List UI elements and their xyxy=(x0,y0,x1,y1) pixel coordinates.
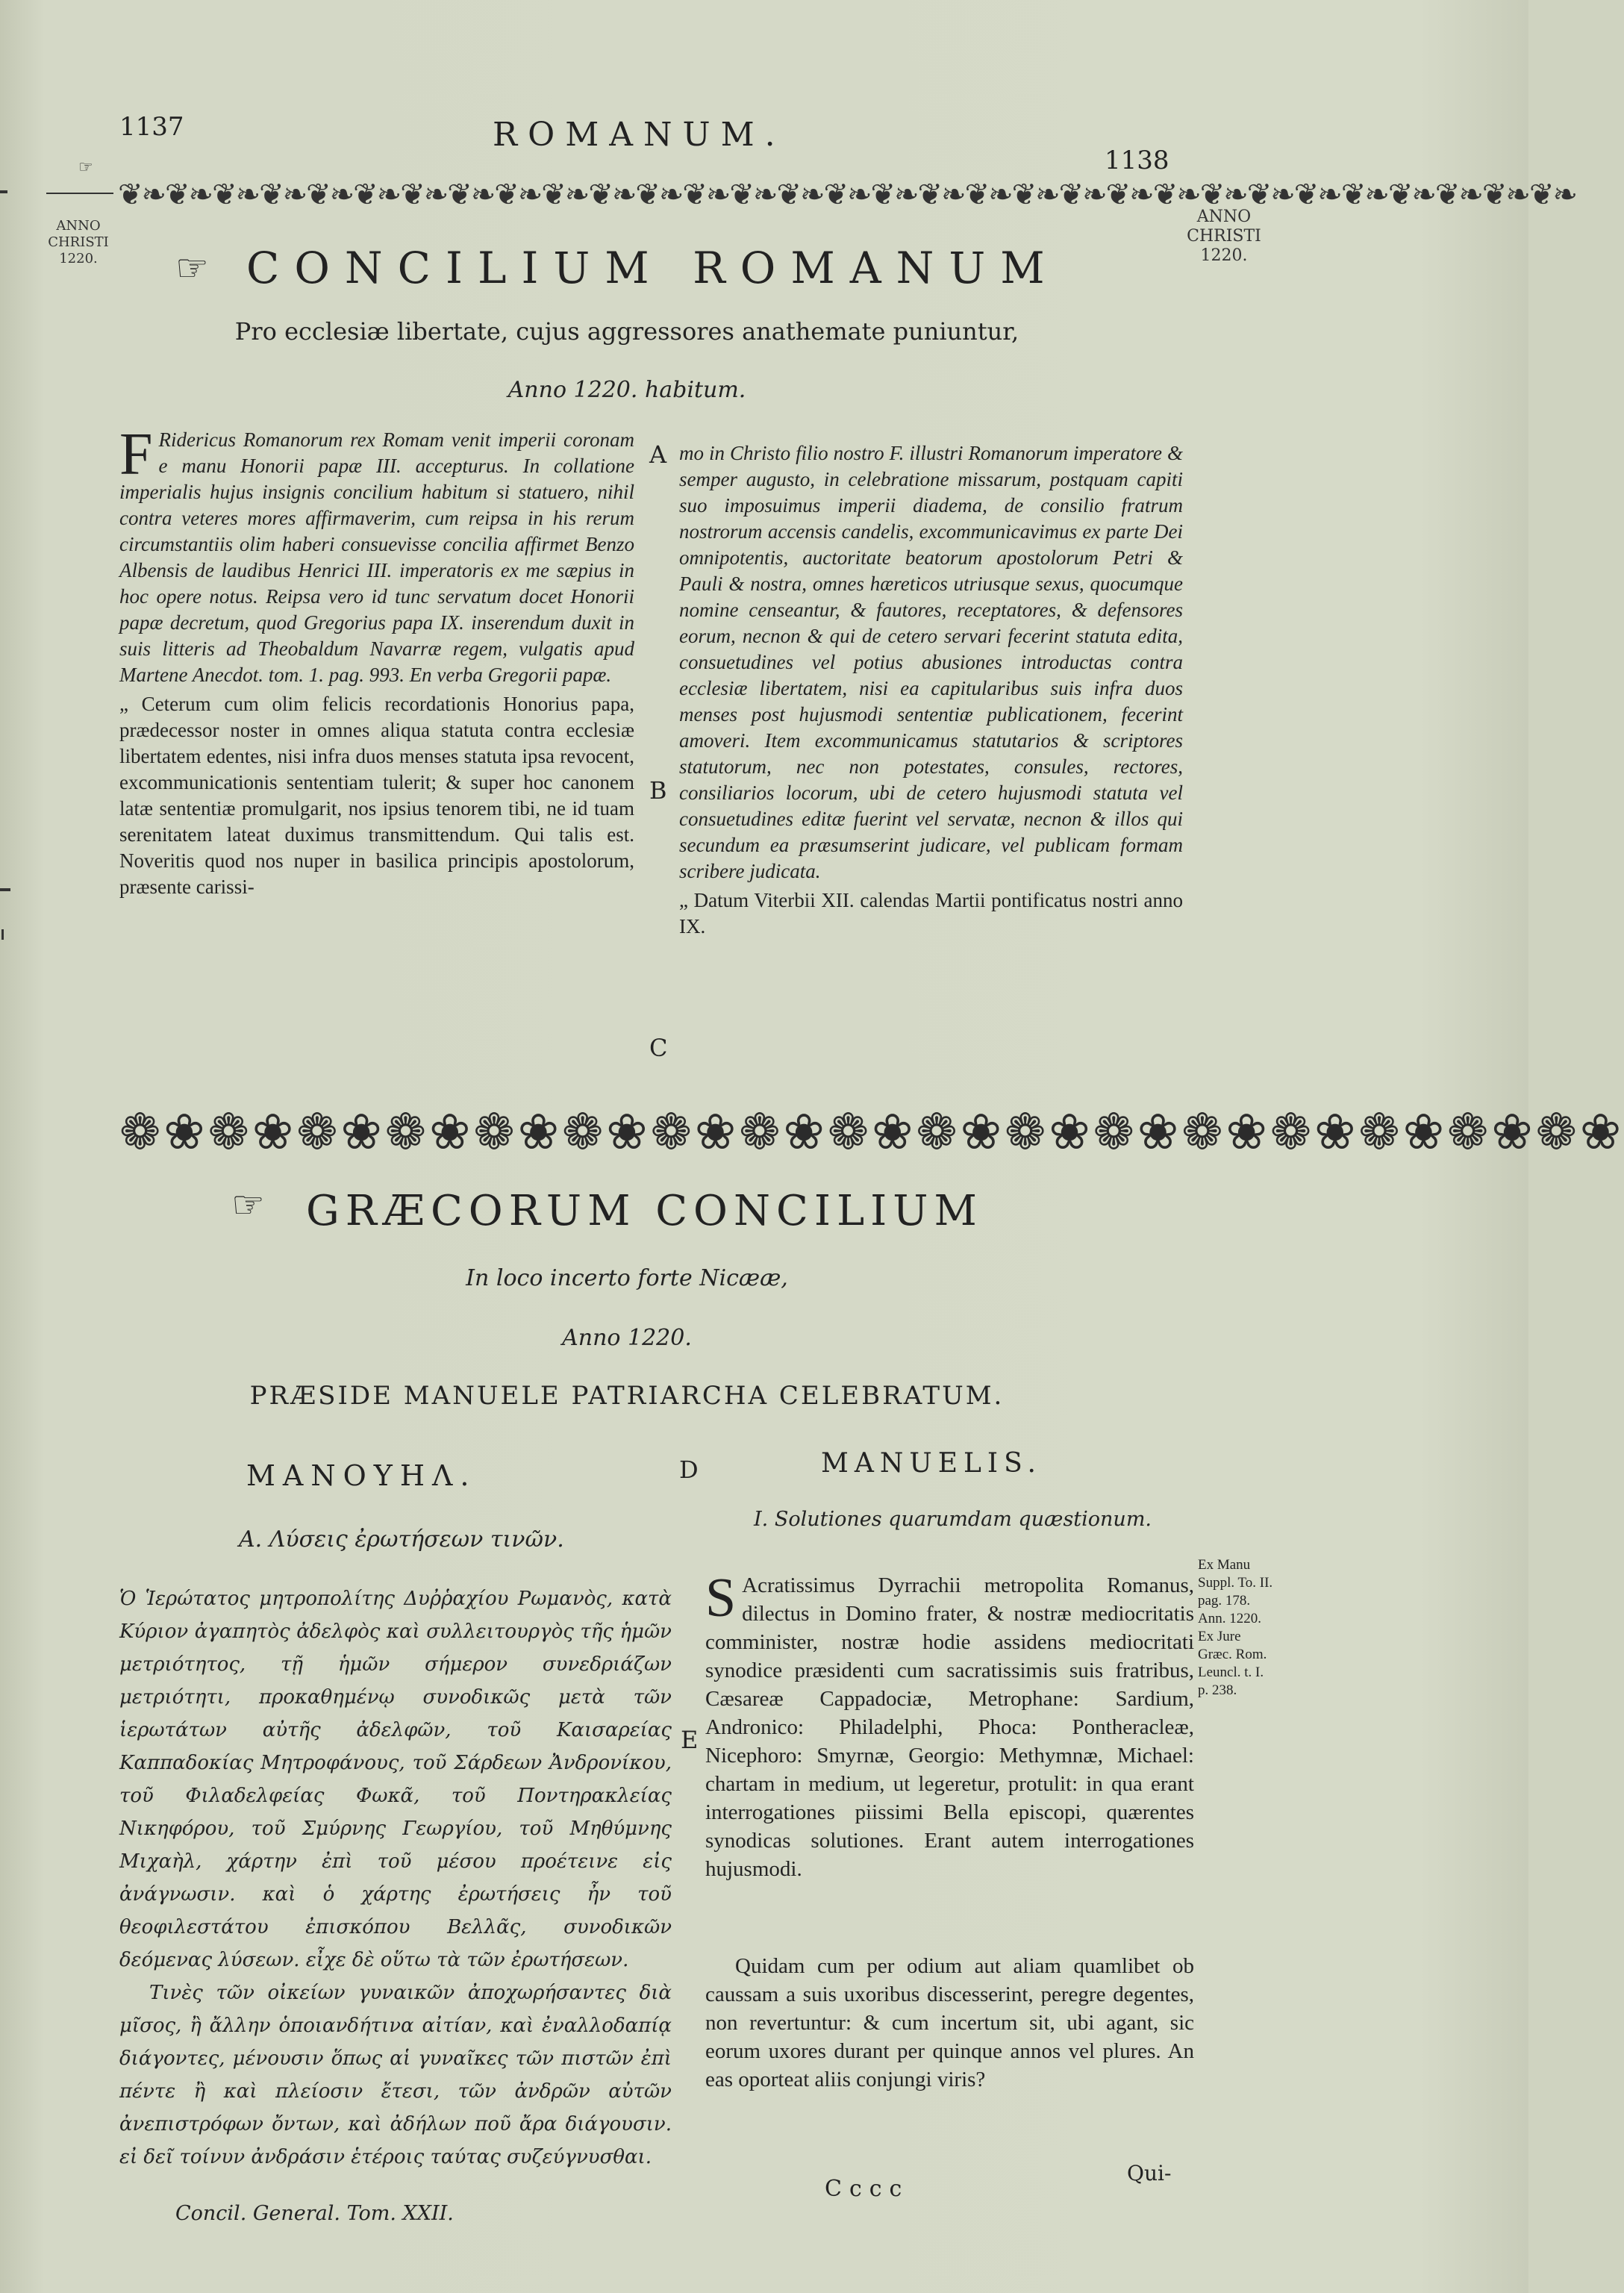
note-line: p. 238. xyxy=(1198,1682,1237,1698)
latin-subheading: I. Solutiones quarumdam quæstionum. xyxy=(754,1508,1152,1531)
paragraph xyxy=(119,422,634,688)
paragraph xyxy=(705,1567,1194,1883)
paragraph-text: Ridericus Romanorum rex Romam venit imperii coronam e manu Honorii papæ III. accepturus. In collatione imperialis hujus insignis concilium habitum si statuero, nihil contra veteres mores affirmaverim, cum reipsa in his rerum circumstantiis olim haberi consuevisse concilia affirmet Benzo Albensis de laudibus Henrici III. imperatoris ex me sæpius in hoc opere notus. Reipsa vero id tunc servatum docet Honorii papæ decretum, quod Gregorius papa IX. inserendum duxit in suis litteris ad Theobaldum Navarræ regem, vulgatis apud Martene Anecdot. tom. 1. pag. 993. En verba Gregorii papæ. xyxy=(119,428,634,686)
section-title: GRÆCORUM CONCILIUM xyxy=(306,1187,983,1235)
pointing-hand-icon: ☞ xyxy=(78,158,93,177)
greek-subheading: Α. Λύσεις ἐρωτήσεων τινῶν. xyxy=(239,1526,564,1553)
margin-note-right xyxy=(1183,208,1265,266)
section-subtitle: Pro ecclesiæ libertate, cujus aggressores anathemate puniuntur, xyxy=(234,317,1019,346)
left-column xyxy=(119,422,634,903)
drop-cap: S xyxy=(705,1567,737,1629)
margin-rule xyxy=(46,193,113,194)
paragraph: „ Datum Viterbii XII. calendas Martii pontificatus nostri anno IX. xyxy=(679,889,1183,938)
margin-marker: A xyxy=(649,440,667,469)
section-heading: PRÆSIDE MANUELE PATRIARCHA CELEBRATUM. xyxy=(249,1381,1005,1411)
drop-cap: F xyxy=(119,422,153,487)
footer-volume: Concil. General. Tom. XXII. xyxy=(175,2202,454,2225)
margin-marker: E xyxy=(681,1726,699,1754)
greek-column-heading: ΜΑΝΟΥΗΛ. xyxy=(246,1459,477,1492)
side-line: CHRISTI xyxy=(1187,227,1261,246)
running-title: ROMANUM. xyxy=(493,116,786,154)
pointing-hand-icon: ☞ xyxy=(175,246,209,290)
margin-marker: D xyxy=(679,1456,699,1484)
source-margin-note xyxy=(1198,1556,1302,1700)
note-line: Leuncl. t. I. xyxy=(1198,1665,1264,1680)
greek-column xyxy=(119,1582,672,2174)
pointing-hand-icon: ☞ xyxy=(231,1183,265,1226)
note-line: pag. 178. xyxy=(1198,1593,1251,1609)
section-year: Anno 1220. xyxy=(562,1325,692,1351)
catchword: Qui- xyxy=(1127,2161,1172,2186)
paragraph: „ Ceterum cum olim felicis recordationis Honorius papa, prædecessor noster in omnes aliqua statuta contra ecclesiæ libertatem edentes, nisi infra duos menses statuta ipsa revocent, excommunicationis sententiam tulerit; & super hoc canonem latæ sententiæ promulgarit, nos ipsius tenorem tibi, ne id tuam serenitatem lateat duximus transmittendum. Qui talis est. Noveritis quod nos nuper in basilica principis apostolorum, præsente carissi- xyxy=(119,693,634,898)
margin-marker: C xyxy=(649,1034,668,1062)
paragraph-text: Acratissimus Dyrrachii metropolita Romanus, dilectus in Domino frater, & nostræ mediocritatis comminister, nostræ hodie assidens mediocritati synodice præsidenti cum sacratissimis suis fratribus, Cæsareæ Cappadociæ, Metrophane: Sardium, Andronico: Philadelphi, Phoca: Pontheracleæ, Nicephoro: Smyrnæ, Georgio: Methymnæ, Michael: chartam in medium, ut legeretur, protulit: in qua erant interrogationes piissimi Bella episcopi, quærentes synodicas solutiones. Erant autem interrogationes hujusmodi. xyxy=(705,1573,1194,1881)
side-line: CHRISTI xyxy=(48,234,109,250)
ornament-band-top: ❦❧❦❧❦❧❦❧❦❧❦❧❦❧❦❧❦❧❦❧❦❧❦❧❦❧❦❧❦❧❦❧❦❧❦❧❦❧❦❧❦❧❦❧❦❧❦❧❦❧❦❧❦❧❦❧❦❧❦❧❦❧ xyxy=(118,178,1576,212)
margin-marker: B xyxy=(649,776,667,805)
page-number-right: 1138 xyxy=(1105,146,1169,175)
latin-column-heading: MANUELIS. xyxy=(821,1448,1042,1479)
edge-mark xyxy=(1,929,4,940)
note-line: Suppl. To. II. xyxy=(1198,1575,1273,1591)
paragraph: Τινὲς τῶν οἰκείων γυναικῶν ἀποχωρήσαντες διὰ μῖσος, ἢ ἄλλην ὁποιανδήτινα αἰτίαν, καὶ ἐναλλοδαπίᾳ διάγοντες, μένουσιν ὅπως αἱ γυναῖκες τῶν πιστῶν ἐπὶ πέντε ἢ καὶ πλείοσιν ἔτεσι, τῶν ἀνδρῶν αὐτῶν ἀνεπιστρόφων ὄντων, καὶ ἀδήλων ποῦ ἄρα διάγουσιν. εἰ δεῖ τοίνυν ἀνδράσιν ἑτέροις ταύτας συζεύγνυσθαι. xyxy=(119,1982,672,2168)
side-line: ANNO xyxy=(1196,208,1252,226)
latin-column xyxy=(705,1567,1194,2094)
note-line: Ex Manu xyxy=(1198,1557,1251,1573)
note-line: Græc. Rom. xyxy=(1198,1647,1267,1662)
signature-mark: Cccc xyxy=(825,2176,910,2202)
section-year: Anno 1220. habitum. xyxy=(508,377,746,403)
ornament-band-middle: ❁❀❁❀❁❀❁❀❁❀❁❀❁❀❁❀❁❀❁❀❁❀❁❀❁❀❁❀❁❀❁❀❁❀ xyxy=(119,1103,1624,1161)
section-subtitle: In loco incerto forte Nicææ, xyxy=(466,1265,788,1291)
paragraph: Quidam cum per odium aut aliam quamlibet ob caussam a suis uxoribus discesserint, peregre degentes, non revertuntur: & cum incertum sit, ubi agant, sic eorum uxores durant per quinque annos vel plures. An eas oporteat aliis conjungi viris? xyxy=(705,1954,1194,2091)
edge-mark xyxy=(0,888,10,891)
margin-note-left xyxy=(45,218,112,267)
right-column xyxy=(679,440,1183,943)
note-line: Ann. 1220. xyxy=(1198,1611,1261,1626)
paragraph: Ὁ Ἱερώτατος μητροπολίτης Δυῤῥαχίου Ρωμανὸς, κατὰ Κύριον ἀγαπητὸς ἀδελφὸς καὶ συλλειτουργὸς τῆς ἡμῶν μετριότητος, τῇ ἡμῶν σήμερον συνεδριάζων μετριότητι, προκαθημένῳ συνοδικῶς μετὰ τῶν ἱερωτάτων αὐτῆς ἀδελφῶν, τοῦ Καισαρείας Καππαδοκίας Μητροφάνους, τοῦ Σάρδεων Ἀνδρονίκου, τοῦ Φιλαδελφείας Φωκᾶ, τοῦ Ποντηρακλείας Νικηφόρου, τοῦ Σμύρνης Γεωργίου, τοῦ Μηθύμνης Μιχαὴλ, χάρτην ἐπὶ τοῦ μέσου προέτεινε εἰς ἀνάγνωσιν. καὶ ὁ χάρτης ἐρωτήσεις ἦν τοῦ θεοφιλεστάτου ἐπισκόπου Βελλᾶς, συνοδικῶν δεόμενας λύσεων. εἶχε δὲ οὕτω τὰ τῶν ἐρωτήσεων. xyxy=(119,1588,672,1971)
side-line: 1220. xyxy=(1200,246,1248,265)
side-line: 1220. xyxy=(59,251,98,266)
edge-mark xyxy=(0,190,7,193)
paragraph: mo in Christo filio nostro F. illustri Romanorum imperatore & semper augusto, in celebratione missarum, postquam capiti suo imposuimus imperii diadema, de consilio fratrum nostrorum accensis candelis, excommunicavimus ex parte Dei omnipotentis, auctoritate beatorum apostolorum Petri & Pauli & nostra, omnes hæreticos utriusque sexus, quocumque nomine censeantur, & fautores, receptatores, & defensores eorum, necnon & qui de cetero servari fecerint statuta edita, consuetudines vel potius abusiones introductas contra ecclesiæ libertatem, nisi ea capitularibus suis infra duos menses post hujusmodi sententiæ publicationem, fecerint amoveri. Item excommunicamus statutarios & scriptores statutorum, nec non potestates, consules, rectores, consiliarios locorum, ubi de cetero hujusmodi statuta vel consuetudines editæ fuerint vel servatæ, necnon & illos qui secundum ea præsumserint judicare, vel publicam formam scribere judicata. xyxy=(679,442,1183,882)
page-number-left: 1137 xyxy=(119,112,184,142)
side-line: ANNO xyxy=(56,218,101,234)
note-line: Ex Jure xyxy=(1198,1629,1241,1644)
section-title: CONCILIUM ROMANUM xyxy=(246,243,1060,293)
